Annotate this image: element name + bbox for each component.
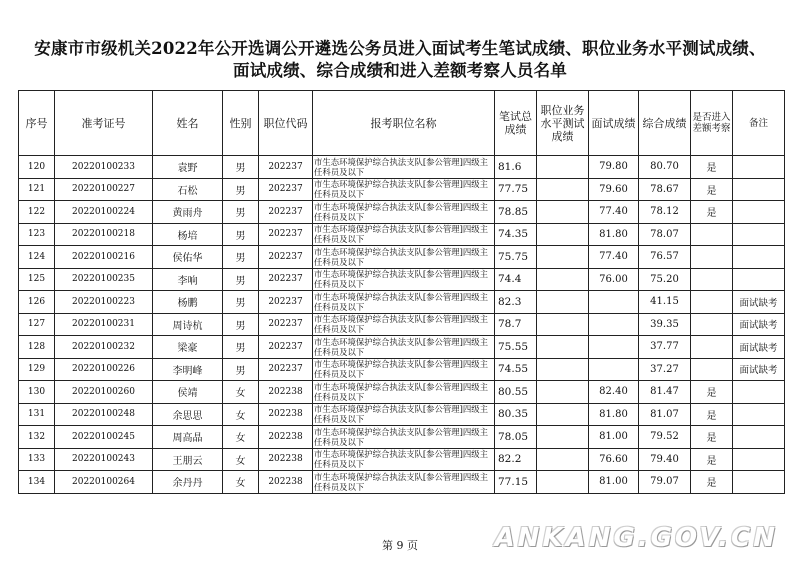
cell-exam-id: 20220100260 bbox=[55, 381, 153, 404]
cell-name: 石松 bbox=[153, 178, 223, 201]
col-header-total: 综合成绩 bbox=[639, 91, 691, 156]
cell-exam-id: 20220100235 bbox=[55, 268, 153, 291]
cell-skill bbox=[537, 403, 589, 426]
cell-inspect: 是 bbox=[691, 448, 733, 471]
cell-post-code: 202238 bbox=[259, 381, 313, 404]
cell-skill bbox=[537, 381, 589, 404]
cell-post-name: 市生态环境保护综合执法支队[参公管理]四级主任科员及以下 bbox=[313, 336, 495, 359]
cell-written: 77.15 bbox=[495, 471, 537, 494]
cell-seq: 133 bbox=[19, 448, 55, 471]
cell-skill bbox=[537, 201, 589, 224]
cell-post-code: 202238 bbox=[259, 471, 313, 494]
cell-note: 面试缺考 bbox=[733, 336, 785, 359]
cell-inspect bbox=[691, 223, 733, 246]
document-title-line1: 安康市市级机关2022年公开选调公开遴选公务员进入面试考生笔试成绩、职位业务水平测试成绩、 bbox=[34, 39, 766, 58]
cell-exam-id: 20220100245 bbox=[55, 426, 153, 449]
cell-total: 76.57 bbox=[639, 246, 691, 269]
cell-total: 78.12 bbox=[639, 201, 691, 224]
cell-inspect bbox=[691, 313, 733, 336]
cell-skill bbox=[537, 313, 589, 336]
cell-post-name: 市生态环境保护综合执法支队[参公管理]四级主任科员及以下 bbox=[313, 448, 495, 471]
cell-gender: 男 bbox=[223, 201, 259, 224]
cell-interview bbox=[589, 313, 639, 336]
cell-inspect bbox=[691, 268, 733, 291]
cell-note bbox=[733, 246, 785, 269]
cell-written: 78.7 bbox=[495, 313, 537, 336]
cell-written: 78.85 bbox=[495, 201, 537, 224]
cell-post-name: 市生态环境保护综合执法支队[参公管理]四级主任科员及以下 bbox=[313, 268, 495, 291]
cell-seq: 131 bbox=[19, 403, 55, 426]
cell-written: 80.35 bbox=[495, 403, 537, 426]
cell-seq: 124 bbox=[19, 246, 55, 269]
cell-interview: 77.40 bbox=[589, 201, 639, 224]
cell-seq: 125 bbox=[19, 268, 55, 291]
cell-seq: 126 bbox=[19, 291, 55, 314]
cell-gender: 女 bbox=[223, 426, 259, 449]
cell-total: 75.20 bbox=[639, 268, 691, 291]
cell-interview: 81.80 bbox=[589, 403, 639, 426]
cell-gender: 男 bbox=[223, 223, 259, 246]
cell-total: 81.07 bbox=[639, 403, 691, 426]
cell-seq: 130 bbox=[19, 381, 55, 404]
cell-gender: 女 bbox=[223, 448, 259, 471]
cell-interview bbox=[589, 336, 639, 359]
cell-gender: 男 bbox=[223, 313, 259, 336]
cell-note: 面试缺考 bbox=[733, 313, 785, 336]
cell-exam-id: 20220100226 bbox=[55, 358, 153, 381]
cell-interview bbox=[589, 358, 639, 381]
cell-gender: 男 bbox=[223, 156, 259, 179]
cell-post-name: 市生态环境保护综合执法支队[参公管理]四级主任科员及以下 bbox=[313, 358, 495, 381]
cell-name: 王朋云 bbox=[153, 448, 223, 471]
cell-gender: 女 bbox=[223, 471, 259, 494]
cell-post-code: 202237 bbox=[259, 178, 313, 201]
table-row bbox=[19, 448, 785, 471]
cell-interview: 82.40 bbox=[589, 381, 639, 404]
cell-skill bbox=[537, 246, 589, 269]
cell-inspect bbox=[691, 246, 733, 269]
cell-written: 74.35 bbox=[495, 223, 537, 246]
cell-total: 39.35 bbox=[639, 313, 691, 336]
table-row bbox=[19, 246, 785, 269]
table-row bbox=[19, 223, 785, 246]
cell-inspect: 是 bbox=[691, 381, 733, 404]
cell-name: 杨鹏 bbox=[153, 291, 223, 314]
cell-seq: 120 bbox=[19, 156, 55, 179]
cell-inspect: 是 bbox=[691, 201, 733, 224]
cell-post-code: 202237 bbox=[259, 246, 313, 269]
cell-note: 面试缺考 bbox=[733, 291, 785, 314]
cell-exam-id: 20220100232 bbox=[55, 336, 153, 359]
cell-written: 75.55 bbox=[495, 336, 537, 359]
document-title-line2: 面试成绩、综合成绩和进入差额考察人员名单 bbox=[233, 61, 567, 80]
cell-skill bbox=[537, 426, 589, 449]
cell-total: 78.67 bbox=[639, 178, 691, 201]
results-table bbox=[18, 90, 785, 494]
table-row bbox=[19, 268, 785, 291]
cell-total: 41.15 bbox=[639, 291, 691, 314]
cell-skill bbox=[537, 268, 589, 291]
col-header-seq: 序号 bbox=[19, 91, 55, 156]
cell-post-code: 202237 bbox=[259, 268, 313, 291]
cell-total: 78.07 bbox=[639, 223, 691, 246]
cell-inspect: 是 bbox=[691, 156, 733, 179]
cell-seq: 128 bbox=[19, 336, 55, 359]
cell-post-code: 202237 bbox=[259, 336, 313, 359]
cell-post-name: 市生态环境保护综合执法支队[参公管理]四级主任科员及以下 bbox=[313, 223, 495, 246]
cell-skill bbox=[537, 156, 589, 179]
cell-inspect bbox=[691, 358, 733, 381]
cell-post-code: 202237 bbox=[259, 156, 313, 179]
cell-seq: 129 bbox=[19, 358, 55, 381]
cell-name: 杨培 bbox=[153, 223, 223, 246]
cell-post-code: 202237 bbox=[259, 313, 313, 336]
cell-post-name: 市生态环境保护综合执法支队[参公管理]四级主任科员及以下 bbox=[313, 291, 495, 314]
cell-exam-id: 20220100248 bbox=[55, 403, 153, 426]
cell-name: 侯佑华 bbox=[153, 246, 223, 269]
cell-written: 74.55 bbox=[495, 358, 537, 381]
table-body bbox=[19, 156, 785, 494]
cell-interview: 76.60 bbox=[589, 448, 639, 471]
cell-name: 余思思 bbox=[153, 403, 223, 426]
cell-skill bbox=[537, 223, 589, 246]
cell-gender: 女 bbox=[223, 403, 259, 426]
cell-name: 李明峰 bbox=[153, 358, 223, 381]
cell-written: 80.55 bbox=[495, 381, 537, 404]
cell-exam-id: 20220100264 bbox=[55, 471, 153, 494]
cell-name: 侯靖 bbox=[153, 381, 223, 404]
cell-note: 面试缺考 bbox=[733, 358, 785, 381]
col-header-post-code: 职位代码 bbox=[259, 91, 313, 156]
cell-written: 82.3 bbox=[495, 291, 537, 314]
cell-post-name: 市生态环境保护综合执法支队[参公管理]四级主任科员及以下 bbox=[313, 313, 495, 336]
cell-total: 37.27 bbox=[639, 358, 691, 381]
cell-gender: 男 bbox=[223, 268, 259, 291]
table-row bbox=[19, 291, 785, 314]
cell-inspect bbox=[691, 291, 733, 314]
cell-name: 梁豪 bbox=[153, 336, 223, 359]
cell-post-code: 202238 bbox=[259, 448, 313, 471]
col-header-post-name: 报考职位名称 bbox=[313, 91, 495, 156]
cell-interview: 81.00 bbox=[589, 426, 639, 449]
cell-seq: 134 bbox=[19, 471, 55, 494]
page-number: 第 9 页 bbox=[382, 539, 418, 552]
cell-note bbox=[733, 426, 785, 449]
cell-post-name: 市生态环境保护综合执法支队[参公管理]四级主任科员及以下 bbox=[313, 156, 495, 179]
cell-total: 80.70 bbox=[639, 156, 691, 179]
cell-seq: 123 bbox=[19, 223, 55, 246]
cell-total: 79.40 bbox=[639, 448, 691, 471]
cell-gender: 男 bbox=[223, 336, 259, 359]
cell-post-code: 202237 bbox=[259, 201, 313, 224]
cell-exam-id: 20220100231 bbox=[55, 313, 153, 336]
cell-exam-id: 20220100216 bbox=[55, 246, 153, 269]
cell-note bbox=[733, 178, 785, 201]
cell-inspect: 是 bbox=[691, 178, 733, 201]
col-header-written: 笔试总成绩 bbox=[495, 91, 537, 156]
cell-post-name: 市生态环境保护综合执法支队[参公管理]四级主任科员及以下 bbox=[313, 178, 495, 201]
cell-inspect bbox=[691, 336, 733, 359]
cell-exam-id: 20220100227 bbox=[55, 178, 153, 201]
cell-skill bbox=[537, 471, 589, 494]
cell-inspect: 是 bbox=[691, 471, 733, 494]
table-row bbox=[19, 156, 785, 179]
cell-interview: 79.80 bbox=[589, 156, 639, 179]
cell-exam-id: 20220100218 bbox=[55, 223, 153, 246]
cell-post-name: 市生态环境保护综合执法支队[参公管理]四级主任科员及以下 bbox=[313, 403, 495, 426]
cell-name: 袁野 bbox=[153, 156, 223, 179]
cell-seq: 121 bbox=[19, 178, 55, 201]
cell-name: 周高晶 bbox=[153, 426, 223, 449]
cell-inspect: 是 bbox=[691, 403, 733, 426]
cell-post-name: 市生态环境保护综合执法支队[参公管理]四级主任科员及以下 bbox=[313, 426, 495, 449]
cell-name: 黄雨舟 bbox=[153, 201, 223, 224]
cell-note bbox=[733, 156, 785, 179]
cell-post-code: 202237 bbox=[259, 358, 313, 381]
cell-skill bbox=[537, 358, 589, 381]
cell-skill bbox=[537, 336, 589, 359]
cell-note bbox=[733, 201, 785, 224]
watermark-logo: ANKANG.GOV.CN bbox=[494, 523, 778, 553]
col-header-inspect: 是否进入差额考察 bbox=[691, 91, 733, 156]
cell-note bbox=[733, 268, 785, 291]
cell-interview bbox=[589, 291, 639, 314]
col-header-note: 备注 bbox=[733, 91, 785, 156]
cell-gender: 男 bbox=[223, 178, 259, 201]
table-row bbox=[19, 336, 785, 359]
cell-exam-id: 20220100233 bbox=[55, 156, 153, 179]
col-header-name: 姓名 bbox=[153, 91, 223, 156]
cell-written: 74.4 bbox=[495, 268, 537, 291]
cell-interview: 76.00 bbox=[589, 268, 639, 291]
cell-name: 周诗杭 bbox=[153, 313, 223, 336]
table-row bbox=[19, 381, 785, 404]
cell-post-code: 202238 bbox=[259, 426, 313, 449]
table-row bbox=[19, 471, 785, 494]
cell-interview: 81.00 bbox=[589, 471, 639, 494]
cell-written: 77.75 bbox=[495, 178, 537, 201]
cell-gender: 女 bbox=[223, 381, 259, 404]
cell-post-code: 202237 bbox=[259, 291, 313, 314]
cell-gender: 男 bbox=[223, 246, 259, 269]
cell-gender: 男 bbox=[223, 358, 259, 381]
cell-interview: 81.80 bbox=[589, 223, 639, 246]
cell-seq: 132 bbox=[19, 426, 55, 449]
cell-name: 李响 bbox=[153, 268, 223, 291]
cell-post-name: 市生态环境保护综合执法支队[参公管理]四级主任科员及以下 bbox=[313, 381, 495, 404]
cell-post-name: 市生态环境保护综合执法支队[参公管理]四级主任科员及以下 bbox=[313, 201, 495, 224]
cell-total: 79.52 bbox=[639, 426, 691, 449]
cell-interview: 79.60 bbox=[589, 178, 639, 201]
cell-total: 79.07 bbox=[639, 471, 691, 494]
cell-written: 78.05 bbox=[495, 426, 537, 449]
table-row bbox=[19, 426, 785, 449]
cell-written: 82.2 bbox=[495, 448, 537, 471]
cell-inspect: 是 bbox=[691, 426, 733, 449]
cell-name: 余丹丹 bbox=[153, 471, 223, 494]
cell-total: 37.77 bbox=[639, 336, 691, 359]
table-row bbox=[19, 313, 785, 336]
cell-skill bbox=[537, 291, 589, 314]
cell-exam-id: 20220100243 bbox=[55, 448, 153, 471]
cell-note bbox=[733, 471, 785, 494]
cell-note bbox=[733, 448, 785, 471]
cell-seq: 122 bbox=[19, 201, 55, 224]
cell-post-name: 市生态环境保护综合执法支队[参公管理]四级主任科员及以下 bbox=[313, 471, 495, 494]
cell-written: 81.6 bbox=[495, 156, 537, 179]
cell-note bbox=[733, 403, 785, 426]
cell-post-code: 202237 bbox=[259, 223, 313, 246]
table-row bbox=[19, 358, 785, 381]
col-header-gender: 性别 bbox=[223, 91, 259, 156]
cell-interview: 77.40 bbox=[589, 246, 639, 269]
cell-exam-id: 20220100224 bbox=[55, 201, 153, 224]
cell-gender: 男 bbox=[223, 291, 259, 314]
cell-note bbox=[733, 223, 785, 246]
cell-skill bbox=[537, 178, 589, 201]
cell-note bbox=[733, 381, 785, 404]
cell-total: 81.47 bbox=[639, 381, 691, 404]
table-row bbox=[19, 178, 785, 201]
cell-post-code: 202238 bbox=[259, 403, 313, 426]
cell-written: 75.75 bbox=[495, 246, 537, 269]
table-row bbox=[19, 201, 785, 224]
col-header-interview: 面试成绩 bbox=[589, 91, 639, 156]
col-header-skill: 职位业务水平测试成绩 bbox=[537, 91, 589, 156]
col-header-exam-id: 准考证号 bbox=[55, 91, 153, 156]
cell-skill bbox=[537, 448, 589, 471]
cell-exam-id: 20220100223 bbox=[55, 291, 153, 314]
table-row bbox=[19, 403, 785, 426]
header-row bbox=[19, 91, 785, 156]
cell-seq: 127 bbox=[19, 313, 55, 336]
cell-post-name: 市生态环境保护综合执法支队[参公管理]四级主任科员及以下 bbox=[313, 246, 495, 269]
